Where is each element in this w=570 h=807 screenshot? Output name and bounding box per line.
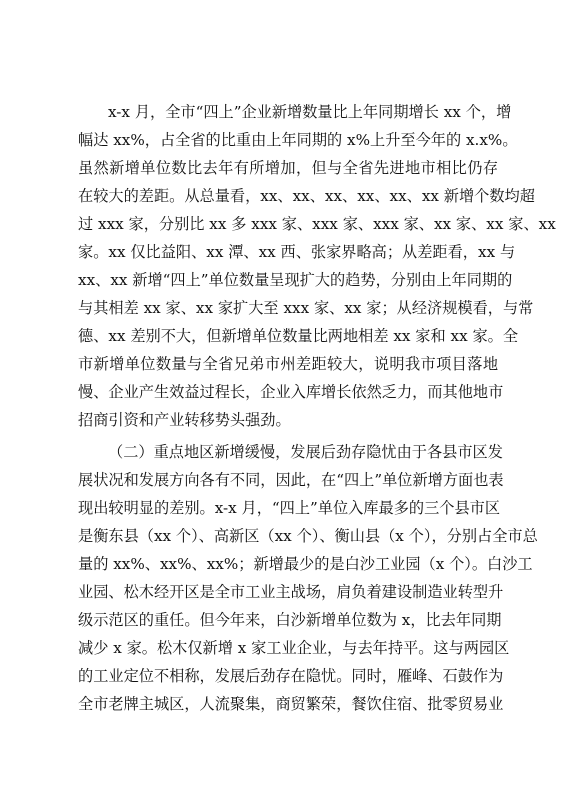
- paragraph-2-line-4: 是衡东县（xx 个）、高新区（xx 个）、衡山县（x 个），分别占全市总: [78, 527, 538, 545]
- paragraph-1-line-9: 德、xx 差别不大，但新增单位数量比两地相差 xx 家和 xx 家。全: [78, 327, 519, 345]
- paragraph-1-line-3: 虽然新增单位数比去年有所增加，但与全省先进地市相比仍存: [78, 159, 498, 177]
- paragraph-2-line-8: 减少 x 家。松木仅新增 x 家工业企业，与去年持平。这与两园区: [78, 639, 510, 657]
- paragraph-2-line-6: 业园、松木经开区是全市工业主战场，肩负着建设制造业转型升: [78, 583, 504, 601]
- paragraph-2-line-7: 级示范区的重任。但今年来，白沙新增单位数为 x，比去年同期: [78, 611, 502, 629]
- paragraph-1-line-2: 幅达 xx%，占全省的比重由上年同期的 x%上升至今年的 x.x%。: [78, 131, 518, 149]
- paragraph-2-line-5: 量的 xx%、xx%、xx%；新增最少的是白沙工业园（x 个）。白沙工: [78, 555, 533, 573]
- paragraph-1-line-8: 与其相差 xx 家、xx 家扩大至 xxx 家、xx 家；从经济规模看，与常: [78, 299, 534, 317]
- paragraph-1-line-7: xx、xx 新增“四上”单位数量呈现扩大的趋势，分别由上年同期的: [78, 271, 513, 289]
- paragraph-1-line-6: 家。xx 仅比益阳、xx 潭、xx 西、张家界略高；从差距看，xx 与: [78, 243, 516, 261]
- paragraph-1-line-10: 市新增单位数量与全省兄弟市州差距较大，说明我市项目落地: [78, 355, 498, 373]
- paragraph-2-line-9: 的工业定位不相称，发展后劲存在隐忧。同时，雁峰、石鼓作为: [78, 667, 504, 685]
- paragraph-1-line-4: 在较大的差距。从总量看，xx、xx、xx、xx、xx、xx 新增个数均超: [78, 187, 535, 205]
- paragraph-2-line-10: 全市老牌主城区，人流聚集，商贸繁荣，餐饮住宿、批零贸易业: [78, 695, 504, 713]
- section-2-heading-line: （二）重点地区新增缓慢，发展后劲存隐忧由于各县市区发: [108, 443, 503, 461]
- paragraph-1-line-12: 招商引资和产业转移势头强劲。: [78, 411, 291, 429]
- paragraph-2-line-3: 现出较明显的差别。x-x 月，“四上”单位入库最多的三个县市区: [78, 499, 501, 517]
- paragraph-1-line-11: 慢、企业产生效益过程长，企业入库增长依然乏力，而其他地市: [78, 383, 504, 401]
- paragraph-1-line-5: 过 xxx 家，分别比 xx 多 xxx 家、xxx 家、xxx 家、xx 家、xx 家、xx: [78, 215, 556, 233]
- paragraph-1-line-1: x-x 月，全市“四上”企业新增数量比上年同期增长 xx 个，增: [108, 103, 512, 121]
- paragraph-2-line-2: 展状况和发展方向各有不同，因此，在“四上”单位新增方面也表: [78, 471, 504, 489]
